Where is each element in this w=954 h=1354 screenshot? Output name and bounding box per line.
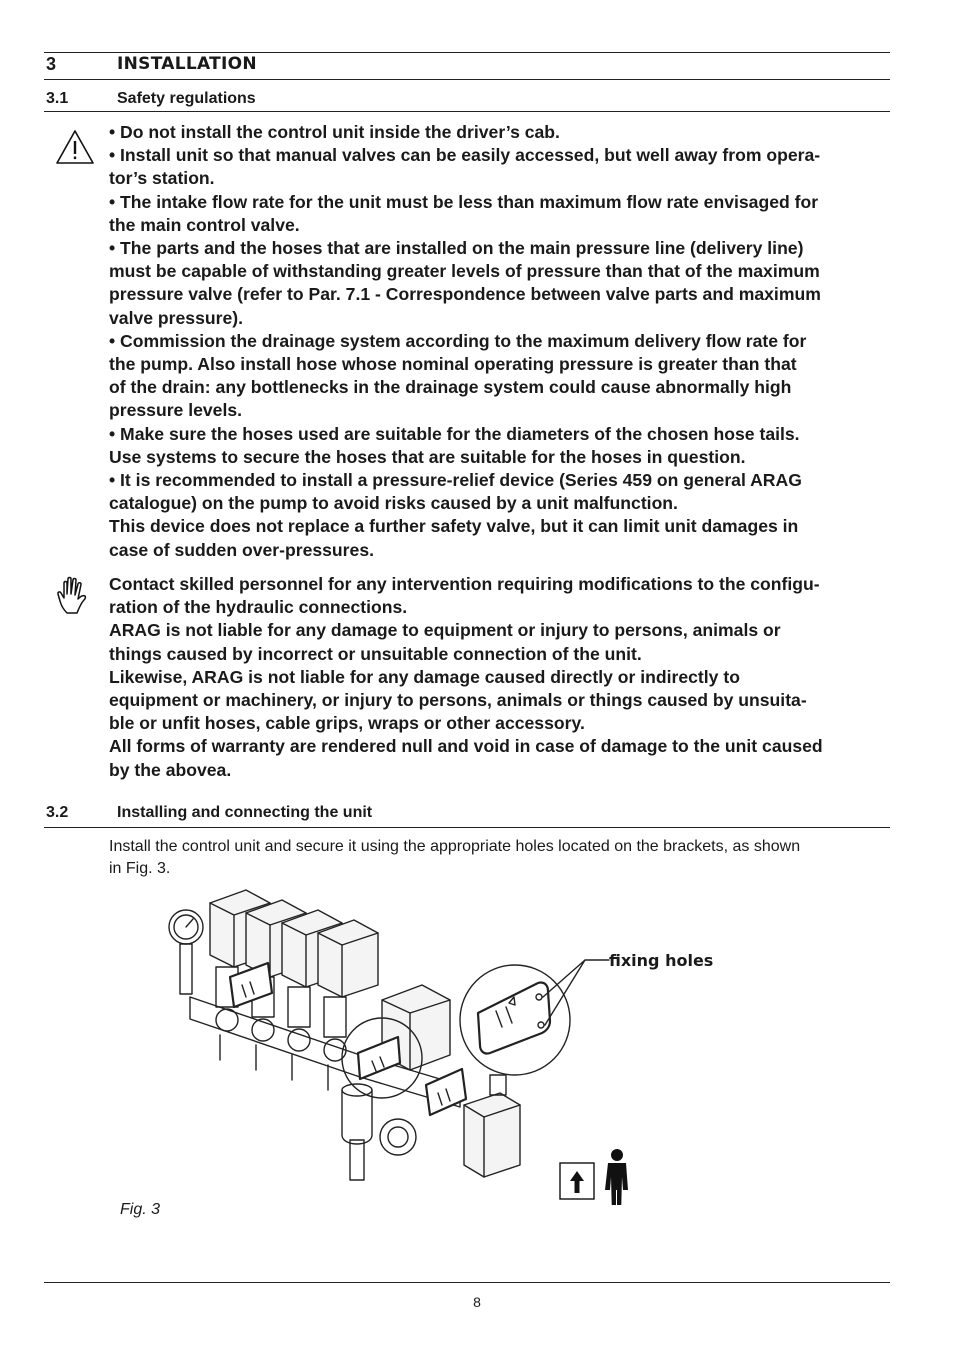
warning-line: • Install unit so that manual valves can be easily accessed, but well away from opera-: [109, 145, 821, 166]
warning-line: • The parts and the hoses that are installed on the main pressure line (delivery line): [109, 238, 804, 259]
stop-line: things caused by incorrect or unsuitable connection of the unit.: [109, 643, 642, 664]
top-rule: [44, 52, 890, 53]
valve-module-4: [318, 920, 378, 1061]
subsection1-heading: [46, 90, 890, 110]
warning-line: valve pressure).: [109, 307, 243, 328]
warning-line: the pump. Also install hose whose nominal operating pressure is greater than that: [109, 354, 797, 375]
warning-line: This device does not replace a further safety valve, but it can limit unit damages in: [109, 516, 799, 537]
warning-line: • Make sure the hoses used are suitable for the diameters of the chosen hose tails.: [109, 423, 800, 444]
section-underline: [44, 79, 890, 80]
warning-line: the main control valve.: [109, 214, 300, 235]
bracket-detail: [478, 982, 550, 1053]
section-heading: [46, 54, 890, 76]
subsection2-number: 3.2: [46, 804, 69, 821]
section-title: INSTALLATION: [117, 54, 257, 74]
subsection2-heading: [46, 804, 890, 824]
stop-line: by the abovea.: [109, 759, 232, 780]
warning-text: [109, 121, 893, 562]
warning-line: must be capable of withstanding greater levels of pressure than that of the maximum: [109, 261, 820, 282]
warning-line: pressure valve (refer to Par. 7.1 - Correspondence between valve parts and maximum: [109, 284, 821, 305]
drain-valve: [464, 1075, 520, 1177]
page-number: 8: [473, 1294, 481, 1310]
warning-triangle-icon: [54, 128, 96, 166]
warning-line: • Commission the drainage system according to the maximum delivery flow rate for: [109, 330, 807, 351]
bracket-1: [230, 963, 272, 1007]
intro-line: in Fig. 3.: [109, 859, 171, 877]
up-arrow-icon: [560, 1163, 594, 1199]
warning-line: Use systems to secure the hoses that are suitable for the hoses in question.: [109, 446, 746, 467]
callout-leader: [543, 960, 609, 1025]
subsection1-number: 3.1: [46, 90, 69, 107]
warning-line: tor’s station.: [109, 168, 215, 189]
warning-line: case of sudden over-pressures.: [109, 539, 374, 560]
warning-line: of the drain: any bottlenecks in the drainage system could cause abnormally high: [109, 377, 792, 398]
stop-line: Contact skilled personnel for any intervention requiring modifications to the configu-: [109, 574, 820, 594]
intro-paragraph: [109, 836, 893, 879]
figure-caption: Fig. 3: [120, 1201, 161, 1218]
control-unit-illustration: [160, 885, 740, 1205]
stop-line: Likewise, ARAG is not liable for any damage caused directly or indirectly to: [109, 666, 740, 687]
fixing-holes-callout: fixing holes: [609, 951, 714, 970]
stop-line: ARAG is not liable for any damage to equipment or injury to persons, animals or: [109, 620, 781, 641]
stop-line: All forms of warranty are rendered null and void in case of damage to the unit caused: [109, 736, 823, 757]
intro-line: Install the control unit and secure it using the appropriate holes located on the brackets, as shown: [109, 838, 801, 855]
subsection2-title: Installing and connecting the unit: [117, 804, 373, 821]
footer-rule: [44, 1282, 890, 1283]
subsection1-title: Safety regulations: [117, 90, 256, 107]
subsection1-underline: [44, 111, 890, 112]
warning-line: pressure levels.: [109, 400, 243, 421]
stop-line: ration of the hydraulic connections.: [109, 597, 408, 618]
warning-line: • The intake flow rate for the unit must be less than maximum flow rate envisaged for: [109, 191, 819, 212]
warning-line: • It is recommended to install a pressure-relief device (Series 459 on general ARAG: [109, 470, 802, 491]
subsection2-underline: [44, 827, 890, 828]
stop-text: [109, 573, 893, 782]
warning-line: catalogue) on the pump to avoid risks caused by a unit malfunction.: [109, 493, 678, 514]
bracket-2: [358, 1037, 400, 1079]
stop-hand-icon: [55, 575, 95, 617]
stop-line: equipment or machinery, or injury to persons, animals or things caused by unsuita-: [109, 690, 807, 711]
warning-line: • Do not install the control unit inside the driver’s cab.: [109, 122, 560, 142]
section-number: 3: [46, 54, 57, 74]
pressure-gauge: [169, 910, 203, 994]
person-icon: [605, 1149, 628, 1205]
stop-line: ble or unfit hoses, cable grips, wraps or other accessory.: [109, 713, 585, 734]
